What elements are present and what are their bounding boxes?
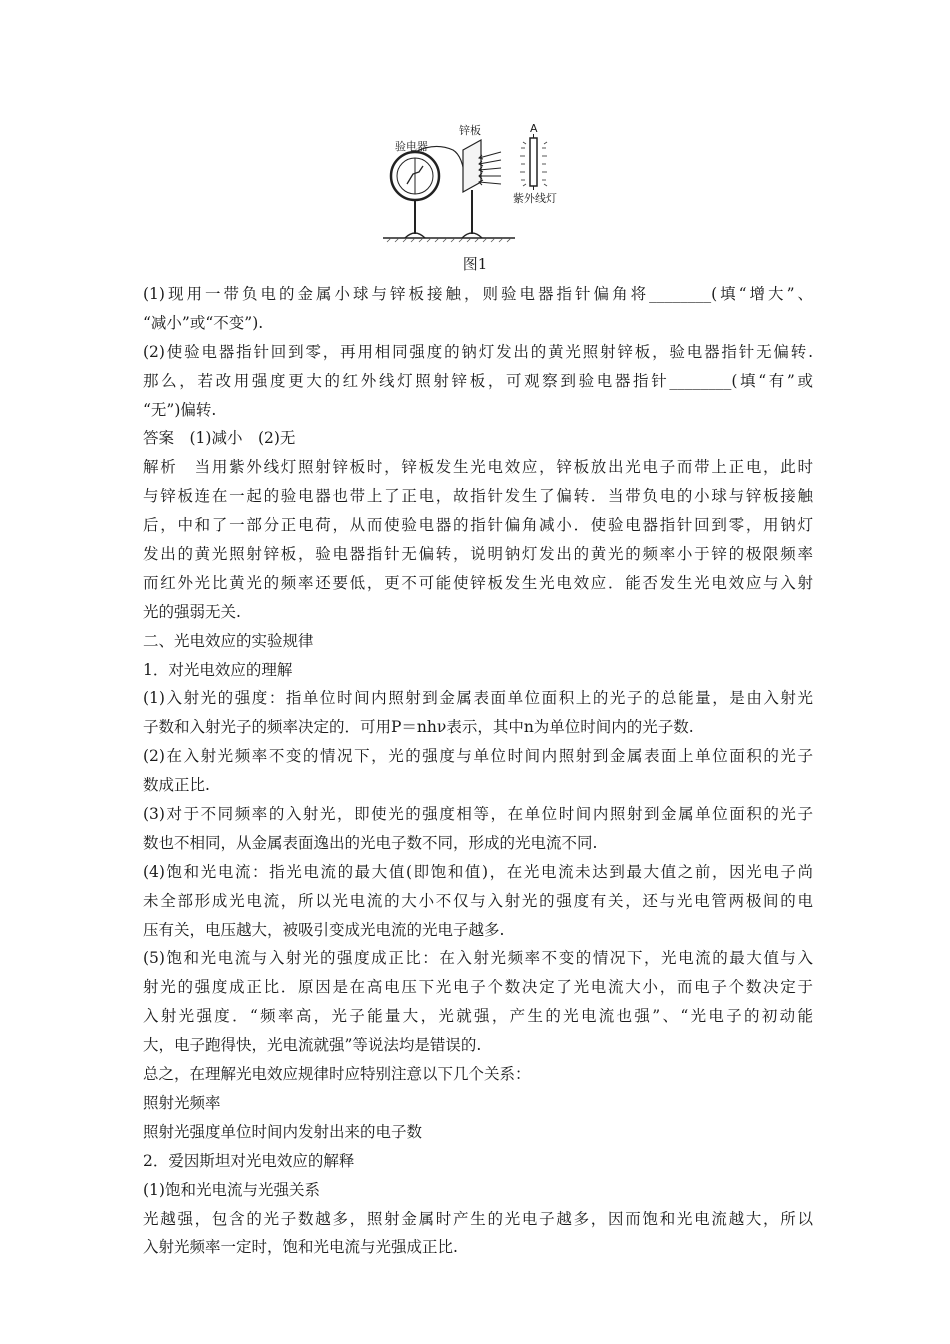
paragraph-line: 照射光强度单位时间内发射出来的电子数 — [143, 1122, 423, 1141]
electroscope-label: 验电器 — [395, 140, 428, 153]
document-body — [143, 280, 813, 1262]
question-2-line: “无”)偏转. — [143, 400, 217, 419]
paragraph-line: 光越强，包含的光子数越多，照射金属时产生的光电子越多，因而饱和光电流越大，所以 — [143, 1209, 813, 1228]
analysis-line: 与锌板连在一起的验电器也带上了正电，故指针发生了偏转．当带负电的小球与锌板接触 — [143, 487, 813, 506]
section-heading: 二、光电效应的实验规律 — [143, 631, 314, 650]
experiment-figure — [375, 118, 575, 248]
subsection-heading: 2．爱因斯坦对光电效应的解释 — [143, 1151, 355, 1170]
paragraph-line: 未全部形成光电流，所以光电流的大小不仅与入射光的强度有关，还与光电管两极间的电 — [143, 891, 813, 910]
electroscope — [391, 152, 439, 238]
paragraph-line: 入射光频率一定时，饱和光电流与光强成正比. — [143, 1238, 458, 1257]
paragraph-line: (5)饱和光电流与入射光的强度成正比：在入射光频率不变的情况下，光电流的最大值与入 — [143, 949, 813, 968]
uv-lamp — [520, 134, 547, 190]
electroscope-diagram — [375, 118, 575, 248]
analysis-line: 解析 当用紫外线灯照射锌板时，锌板发生光电效应，锌板放出光电子而带上正电，此时 — [143, 458, 813, 477]
analysis-line: 发出的黄光照射锌板，验电器指针无偏转，说明钠灯发出的黄光的频率小于锌的极限频率 — [143, 545, 813, 564]
paragraph-line: 总之，在理解光电效应规律时应特别注意以下几个关系： — [143, 1065, 531, 1084]
zinc-plate-label: 锌板 — [459, 124, 481, 137]
subsection-heading: 1．对光电效应的理解 — [143, 660, 293, 679]
analysis-line: 而红外光比黄光的频率还要低，更不可能使锌板发生光电效应．能否发生光电效应与入射 — [143, 573, 813, 592]
answer-line: 答案 (1)减小 (2)无 — [143, 429, 296, 448]
paragraph-line: 压有关，电压越大，被吸引变成光电流的光电子越多. — [143, 920, 505, 939]
uv-lamp-label: 紫外线灯 — [513, 192, 557, 205]
paragraph-line: (4)饱和光电流：指光电流的最大值(即饱和值)，在光电流未达到最大值之前，因光电子尚 — [143, 862, 813, 881]
lamp-top-label: A — [530, 122, 538, 135]
paragraph-line: 照射光频率 — [143, 1093, 221, 1112]
paragraph-line: 子数和入射光子的频率决定的．可用P＝nhν表示，其中n为单位时间内的光子数. — [143, 718, 694, 737]
question-2-line: 那么，若改用强度更大的红外线灯照射锌板，可观察到验电器指针________(填“有”或 — [143, 371, 813, 390]
paragraph-line: 大，电子跑得快，光电流就强”等说法均是错误的. — [143, 1036, 482, 1055]
paragraph-line: (2)在入射光频率不变的情况下，光的强度与单位时间内照射到金属表面上单位面积的光子 — [143, 747, 813, 766]
analysis-line: 光的强弱无关. — [143, 602, 241, 621]
paragraph-line: 数成正比. — [143, 776, 210, 795]
question-1-line: (1)现用一带负电的金属小球与锌板接触，则验电器指针偏角将________(填“增大”、 — [143, 285, 813, 303]
paragraph-line: (1)饱和光电流与光强关系 — [143, 1180, 320, 1199]
paragraph-line: (3)对于不同频率的入射光，即使光的强度相等，在单位时间内照射到金属单位面积的光子 — [143, 805, 813, 824]
analysis-line: 后，中和了一部分正电荷，从而使验电器的指针偏角减小．使验电器指针回到零，用钠灯 — [143, 516, 813, 535]
paragraph-line: (1)入射光的强度：指单位时间内照射到金属表面单位面积上的光子的总能量，是由入射光 — [143, 689, 813, 708]
paragraph-line: 入射光强度．“频率高，光子能量大，光就强，产生的光电流也强”、“光电子的初动能 — [143, 1007, 813, 1026]
figure-caption: 图1 — [462, 255, 488, 273]
zinc-plate — [462, 140, 482, 238]
paragraph-line: 射光的强度成正比．原因是在高电压下光电子个数决定了光电流大小，而电子个数决定于 — [143, 978, 813, 997]
paragraph-line: 数也不相同，从金属表面逸出的光电子数不同，形成的光电流不同. — [143, 833, 598, 852]
question-2-line: (2)使验电器指针回到零，再用相同强度的钠灯发出的黄光照射锌板，验电器指针无偏转. — [143, 342, 813, 361]
question-1-line: “减小”或“不变”). — [143, 313, 264, 332]
